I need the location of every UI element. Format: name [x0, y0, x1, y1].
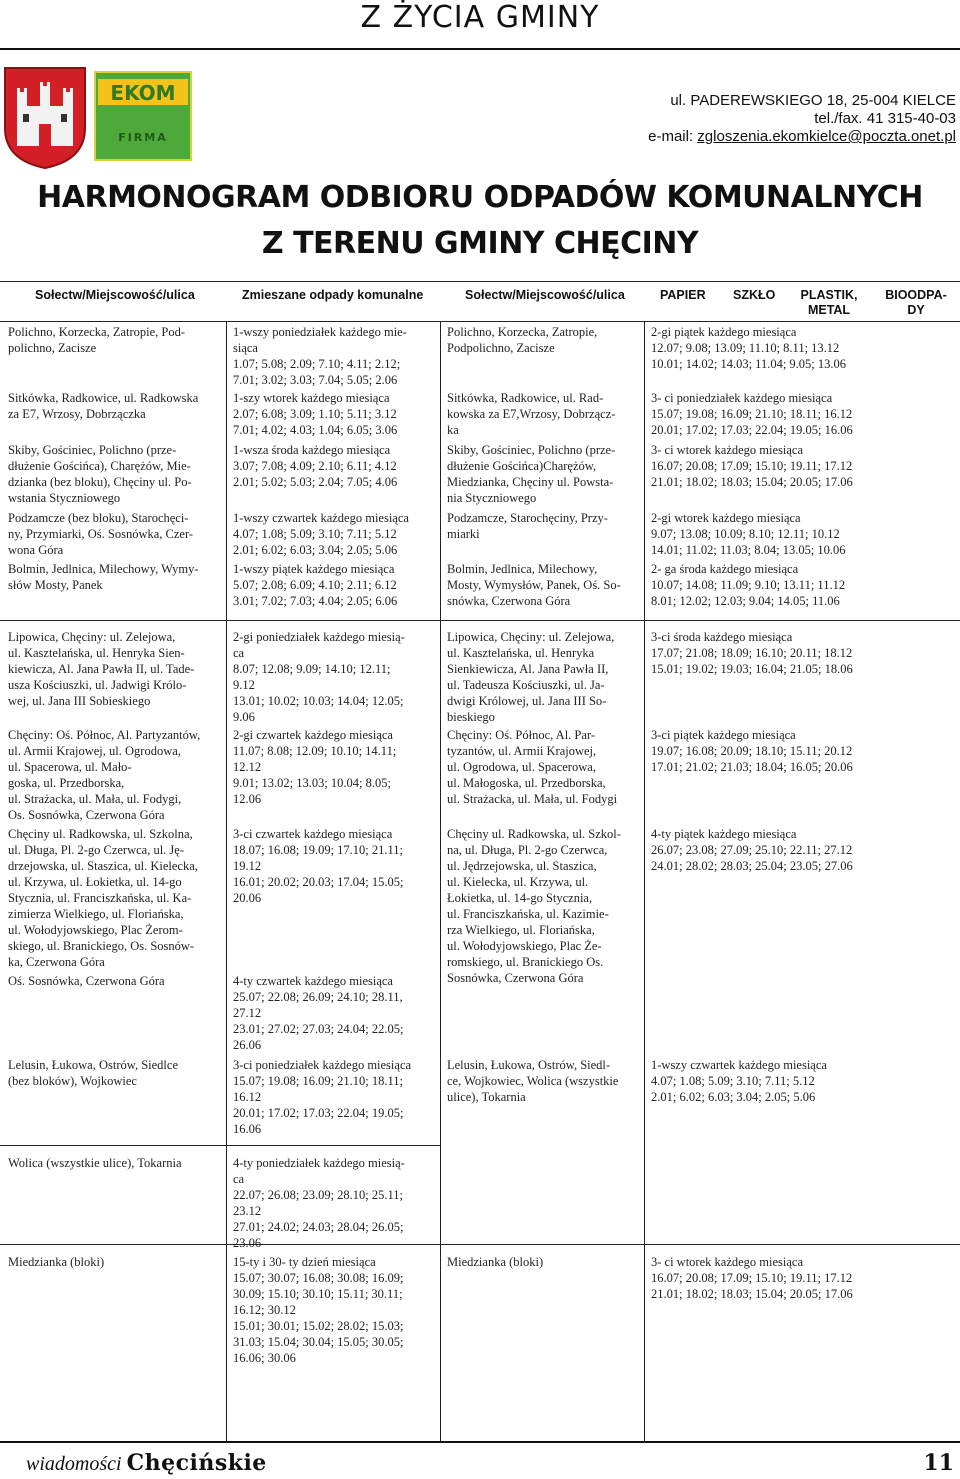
- line: ul. Strażacka, ul. Mała, ul. Fodygi: [447, 792, 618, 806]
- line: 26.07; 23.08; 27.09; 25.10; 22.11; 27.12: [651, 843, 853, 857]
- line: ul. Krzywa, ul. Łokietka, ul. 14-go: [8, 875, 182, 889]
- line: 17.07; 21.08; 18.09; 16.10; 20.11; 18.12: [651, 646, 853, 660]
- line: 3-ci poniedziałek każdego miesiąca: [233, 1058, 412, 1072]
- line: Lipowica, Chęciny: ul. Zelejowa,: [447, 630, 615, 644]
- mixed-cell-lelusin: [233, 1057, 438, 1137]
- line: 10.01; 14.02; 14.03; 11.04; 9.05; 13.06: [651, 357, 847, 371]
- mixed-cell-lipowica: [233, 629, 438, 725]
- line: 18.07; 16.08; 19.09; 17.10; 21.11;: [233, 843, 404, 857]
- line: 23.06: [233, 1236, 262, 1250]
- line: dzianka (bez bloku), Chęciny ul. Po-: [8, 475, 192, 489]
- place-cell-skiby: [8, 442, 220, 506]
- line: kowska za E7,Wrzosy, Dobrzącz-: [447, 407, 616, 421]
- line: 7.01; 3.02; 3.03; 7.04; 5.05; 2.06: [233, 373, 398, 387]
- recycling-cell-checiny-radkowska: [651, 826, 956, 874]
- mixed-cell-checiny-radkowska: [233, 826, 438, 906]
- header-mixed-waste: Zmieszane odpady komunalne: [242, 288, 424, 302]
- line: ul. Wołodyjowskiego, Plac Żerom-: [8, 923, 183, 937]
- line: 3-ci czwartek każdego miesiąca: [233, 827, 393, 841]
- recycling-cell-sitkowka: [651, 390, 956, 438]
- line: 2.01; 6.02; 6.03; 3.04; 2.05; 5.06: [233, 543, 398, 557]
- col-divider-3: [644, 321, 645, 1441]
- page-number: 11: [923, 1450, 954, 1476]
- line: Łokietka, ul. 14-go Stycznia,: [447, 891, 593, 905]
- line: 4.07; 1.08; 5.09; 3.10; 7.11; 5.12: [651, 1074, 815, 1088]
- line: 21.01; 18.02; 18.03; 15.04; 20.05; 17.06: [651, 1287, 853, 1301]
- line: Lipowica, Chęciny: ul. Zelejowa,: [8, 630, 176, 644]
- recycling-cell-lipowica: [651, 629, 956, 677]
- place-cell-right-sitkowka: [447, 390, 639, 438]
- line: 4-ty poniedziałek każdego miesią-: [233, 1156, 405, 1170]
- line: 27.01; 24.02; 24.03; 28.04; 26.05;: [233, 1220, 404, 1234]
- line: 15.07; 30.07; 16.08; 30.08; 16.09;: [233, 1271, 404, 1285]
- line: 8.01; 12.02; 12.03; 9.04; 14.05; 11.06: [651, 594, 840, 608]
- line: Podzamcze, Starochęciny, Przy-: [447, 511, 608, 525]
- line: siąca: [233, 341, 258, 355]
- line: zimierza Wielkiego, ul. Floriańska,: [8, 907, 184, 921]
- line: 22.07; 26.08; 23.09; 28.10; 25.11;: [233, 1188, 404, 1202]
- line: tyzantów, ul. Armii Krajowej,: [447, 744, 597, 758]
- place-cell-right-polichno: [447, 324, 639, 356]
- publication-name: [26, 1450, 267, 1476]
- footer-rule: [0, 1441, 960, 1443]
- line: ul. Armii Krajowej, ul. Ogrodowa,: [8, 744, 181, 758]
- line: słów Mosty, Panek: [8, 578, 103, 592]
- line: 5.07; 2.08; 6.09; 4.10; 2.11; 6.12: [233, 578, 397, 592]
- line: Chęciny: Oś. Północ, Al. Partyzantów,: [8, 728, 201, 742]
- line: ca: [233, 646, 245, 660]
- line: wstania Styczniowego: [8, 491, 121, 505]
- mixed-cell-podzamcze: [233, 510, 438, 558]
- line: ce, Wojkowiec, Wolica (wszystkie: [447, 1074, 619, 1088]
- publication-name-town: Chęcińskie: [126, 1450, 267, 1476]
- line: 17.01; 21.02; 21.03; 18.04; 16.05; 20.06: [651, 760, 853, 774]
- line: 15.01; 30.01; 15.02; 28.02; 15.03;: [233, 1319, 404, 1333]
- header-paper: PAPIER: [660, 288, 706, 302]
- place-cell-right-lelusin: [447, 1057, 639, 1105]
- line: ka: [447, 423, 459, 437]
- line: 9.06: [233, 710, 255, 724]
- line: 13.01; 10.02; 10.03; 14.04; 12.05;: [233, 694, 404, 708]
- place-cell-wolica: [8, 1155, 220, 1171]
- place-cell-lelusin: [8, 1057, 220, 1089]
- line: polichno, Zacisze: [8, 341, 97, 355]
- line: (bez bloków), Wojkowiec: [8, 1074, 137, 1088]
- line: 20.06: [233, 891, 262, 905]
- line: 15.01; 19.02; 19.03; 16.04; 21.05; 18.06: [651, 662, 853, 676]
- line: 16.12: [233, 1090, 262, 1104]
- contact-address: ul. PADEREWSKIEGO 18, 25-004 KIELCE: [670, 92, 956, 109]
- line: 16.07; 20.08; 17.09; 15.10; 19.11; 17.12: [651, 459, 853, 473]
- line: ny, Przymiarki, Oś. Sosnówka, Czer-: [8, 527, 194, 541]
- col-divider-1: [226, 321, 227, 1441]
- line: Chęciny ul. Radkowska, ul. Szkolna,: [8, 827, 193, 841]
- line: ul. Wołodyjowskiego, Plac Że-: [447, 939, 602, 953]
- line: 16.06; 30.06: [233, 1351, 296, 1365]
- place-cell-osiedle-sosnowka: [8, 973, 220, 989]
- place-cell-checiny-polnoc: [8, 727, 220, 823]
- row-rule-miedzianka: [0, 1244, 960, 1245]
- header-right-place: Sołectw/Miejscowość/ulica: [465, 288, 625, 302]
- line: drzejowska, ul. Staszica, ul. Kielecka,: [8, 859, 198, 873]
- line: 15-ty i 30- ty dzień miesiąca: [233, 1255, 376, 1269]
- line: 31.03; 15.04; 30.04; 15.05; 30.05;: [233, 1335, 404, 1349]
- place-cell-sitkowka: [8, 390, 220, 422]
- recycling-cell-podzamcze: [651, 510, 956, 558]
- table-top-rule: [0, 281, 960, 282]
- place-cell-right-podzamcze: [447, 510, 639, 542]
- line: 2.01; 5.02; 5.03; 2.04; 7.05; 4.06: [233, 475, 398, 489]
- line: Sienkiewicza, Al. Jana Pawła II,: [447, 662, 609, 676]
- line: 1-wszy czwartek każdego miesiąca: [233, 511, 409, 525]
- mixed-cell-skiby: [233, 442, 438, 490]
- row-rule-lelusin: [0, 1145, 440, 1146]
- header-plastic-line2: METAL: [807, 303, 851, 317]
- line: Miedzianka, Chęciny ul. Powsta-: [447, 475, 614, 489]
- place-cell-podzamcze: [8, 510, 220, 558]
- line: goska, ul. Przedborska,: [8, 776, 125, 790]
- line: Skiby, Gościniec, Polichno (prze-: [447, 443, 616, 457]
- ekom-logo: [94, 71, 192, 161]
- line: dwigi Królowej, ul. Jana III So-: [447, 694, 607, 708]
- line: Lelusin, Łukowa, Ostrów, Siedl-: [447, 1058, 611, 1072]
- line: Chęciny ul. Radkowska, ul. Szkol-: [447, 827, 621, 841]
- line: 15.07; 19.08; 16.09; 21.10; 18.11; 16.12: [651, 407, 853, 421]
- line: Oś. Sosnówka, Czerwona Góra: [8, 974, 165, 988]
- line: 1-wszy poniedziałek każdego mie-: [233, 325, 407, 339]
- line: 9.12: [233, 678, 255, 692]
- line: 3- ci wtorek każdego miesiąca: [651, 443, 804, 457]
- recycling-cell-skiby: [651, 442, 956, 490]
- line: ca: [233, 1172, 245, 1186]
- line: Wolica (wszystkie ulice), Tokarnia: [8, 1156, 182, 1170]
- line: kiewicza, Al. Jana Pawła II, ul. Tade-: [8, 662, 195, 676]
- line: 3- ci poniedziałek każdego miesiąca: [651, 391, 833, 405]
- line: 23.12: [233, 1204, 262, 1218]
- line: 2-gi czwartek każdego miesiąca: [233, 728, 393, 742]
- line: 16.01; 20.02; 20.03; 17.04; 15.05;: [233, 875, 404, 889]
- header-glass: SZKŁO: [733, 288, 776, 302]
- line: 2.01; 6.02; 6.03; 3.04; 2.05; 5.06: [651, 1090, 816, 1104]
- line: ul. Jędrzejowska, ul. Staszica,: [447, 859, 597, 873]
- section-rule: [0, 620, 960, 621]
- line: 3.07; 7.08; 4.09; 2.10; 6.11; 4.12: [233, 459, 397, 473]
- line: Miedzianka (bloki): [447, 1255, 544, 1269]
- line: 1-wsza środa każdego miesiąca: [233, 443, 391, 457]
- line: nia Styczniowego: [447, 491, 537, 505]
- line: usza Kościuszki, ul. Jadwigi Królo-: [8, 678, 187, 692]
- header-plastic-line1: PLASTIK,: [800, 288, 858, 302]
- header-left-place: Sołectw/Miejscowość/ulica: [35, 288, 195, 302]
- line: Podpolichno, Zacisze: [447, 341, 555, 355]
- line: 16.06: [233, 1122, 262, 1136]
- line: ul. Tadeusza Kościuszki, ul. Ja-: [447, 678, 605, 692]
- ekom-logo-subtext: FIRMA: [118, 131, 168, 144]
- contact-email-prefix: e-mail:: [648, 128, 698, 145]
- col-divider-2: [440, 321, 441, 1441]
- crest-logo: [3, 66, 87, 170]
- main-title-line2: Z TERENU GMINY CHĘCINY: [261, 226, 699, 261]
- line: Bolmin, Jedlnica, Milechowy,: [447, 562, 598, 576]
- line: 10.07; 14.08; 11.09; 9.10; 13.11; 11.12: [651, 578, 846, 592]
- line: wej, ul. Jana III Sobieskiego: [8, 694, 151, 708]
- line: Chęciny: Oś. Północ, Al. Par-: [447, 728, 596, 742]
- mixed-cell-bolmin: [233, 561, 438, 609]
- line: 19.12: [233, 859, 262, 873]
- line: Polichno, Korzecka, Zatropie,: [447, 325, 598, 339]
- place-cell-miedzianka: [8, 1254, 220, 1270]
- header-bio-line1: BIOODPA-: [885, 288, 947, 302]
- publication-name-italic: wiadomości: [26, 1453, 122, 1475]
- recycling-cell-miedzianka: [651, 1254, 956, 1302]
- mixed-cell-osiedle-sosnowka: [233, 973, 438, 1053]
- line: 11.07; 8.08; 12.09; 10.10; 14.11;: [233, 744, 397, 758]
- line: 1-szy wtorek każdego miesiąca: [233, 391, 390, 405]
- line: 2-gi poniedziałek każdego miesią-: [233, 630, 405, 644]
- place-cell-right-miedzianka: [447, 1254, 639, 1270]
- line: 15.07; 19.08; 16.09; 21.10; 18.11;: [233, 1074, 404, 1088]
- line: 2-gi piątek każdego miesiąca: [651, 325, 797, 339]
- main-title-line1: HARMONOGRAM ODBIORU ODPADÓW KOMUNALNYCH: [37, 180, 923, 215]
- line: Stycznia, ul. Franciszkańska, ul. Ka-: [8, 891, 192, 905]
- header-plastic: [798, 288, 860, 318]
- line: rza Wielkiego, ul. Floriańska,: [447, 923, 595, 937]
- line: 20.01; 17.02; 17.03; 22.04; 19.05; 16.06: [651, 423, 853, 437]
- place-cell-right-bolmin: [447, 561, 639, 609]
- line: ul. Kielecka, ul. Krzywa, ul.: [447, 875, 589, 889]
- line: 14.01; 11.02; 11.03; 8.04; 13.05; 10.06: [651, 543, 846, 557]
- line: 12.12: [233, 760, 262, 774]
- line: 30.09; 15.10; 30.10; 15.11; 30.11;: [233, 1287, 403, 1301]
- line: 1-wszy czwartek każdego miesiąca: [651, 1058, 827, 1072]
- line: 16.07; 20.08; 17.09; 15.10; 19.11; 17.12: [651, 1271, 853, 1285]
- section-title: Z ŻYCIA GMINY: [360, 0, 600, 35]
- line: 3-ci środa każdego miesiąca: [651, 630, 793, 644]
- line: Podzamcze (bez bloku), Starochęci-: [8, 511, 189, 525]
- line: 4.07; 1.08; 5.09; 3.10; 7.11; 5.12: [233, 527, 397, 541]
- recycling-cell-checiny-polnoc: [651, 727, 956, 775]
- line: ul. Kasztelańska, ul. Henryka: [447, 646, 595, 660]
- line: 3- ci wtorek każdego miesiąca: [651, 1255, 804, 1269]
- line: 12.07; 9.08; 13.09; 11.10; 8.11; 13.12: [651, 341, 840, 355]
- place-cell-right-skiby: [447, 442, 639, 506]
- line: 9.07; 13.08; 10.09; 8.10; 12.11; 10.12: [651, 527, 840, 541]
- title-rule: [0, 48, 960, 50]
- mixed-cell-wolica: [233, 1155, 438, 1251]
- mixed-cell-polichno: [233, 324, 438, 388]
- line: 1.07; 5.08; 2.09; 7.10; 4.11; 2.12;: [233, 357, 401, 371]
- line: miarki: [447, 527, 480, 541]
- table-header-rule: [0, 321, 960, 322]
- line: snówka, Czerwona Góra: [447, 594, 571, 608]
- header-bio: [880, 288, 952, 318]
- contact-phone: tel./fax. 41 315-40-03: [814, 110, 956, 127]
- line: Lelusin, Łukowa, Ostrów, Siedlce: [8, 1058, 178, 1072]
- line: 9.01; 13.02; 13.03; 10.04; 8.05;: [233, 776, 391, 790]
- recycling-cell-polichno: [651, 324, 956, 372]
- line: 25.07; 22.08; 26.09; 24.10; 28.11,: [233, 990, 403, 1004]
- place-cell-lipowica: [8, 629, 220, 709]
- place-cell-right-lipowica: [447, 629, 639, 725]
- recycling-cell-lelusin: [651, 1057, 956, 1105]
- line: dłużenie Gościńca), Charężów, Mie-: [8, 459, 191, 473]
- ekom-logo-text: EKOM: [110, 81, 176, 105]
- line: za E7, Wrzosy, Dobrzączka: [8, 407, 146, 421]
- line: 7.01; 4.02; 4.03; 1.04; 6.05; 3.06: [233, 423, 398, 437]
- recycling-cell-bolmin: [651, 561, 956, 609]
- line: 20.01; 17.02; 17.03; 22.04; 19.05;: [233, 1106, 404, 1120]
- place-cell-right-checiny-radkowska: [447, 826, 639, 986]
- line: 4-ty piątek każdego miesiąca: [651, 827, 797, 841]
- contact-email-link[interactable]: zgloszenia.ekomkielce@poczta.onet.pl: [697, 128, 956, 145]
- line: 24.01; 28.02; 28.03; 25.04; 23.05; 27.06: [651, 859, 853, 873]
- line: 16.12; 30.12: [233, 1303, 296, 1317]
- line: ul. Ogrodowa, ul. Spacerowa,: [447, 760, 596, 774]
- line: Polichno, Korzecka, Zatropie, Pod-: [8, 325, 186, 339]
- line: ka, Czerwona Góra: [8, 955, 105, 969]
- line: ul. Franciszkańska, ul. Kazimie-: [447, 907, 609, 921]
- line: ul. Kasztelańska, ul. Henryka Sien-: [8, 646, 185, 660]
- mixed-cell-miedzianka: [233, 1254, 438, 1366]
- place-cell-right-checiny-polnoc: [447, 727, 639, 807]
- line: 4-ty czwartek każdego miesiąca: [233, 974, 393, 988]
- line: wona Góra: [8, 543, 64, 557]
- line: na, ul. Długa, Pl. 2-go Czerwca,: [447, 843, 608, 857]
- line: Miedzianka (bloki): [8, 1255, 105, 1269]
- contact-block: [648, 92, 956, 146]
- line: bieskiego: [447, 710, 495, 724]
- line: 2-gi wtorek każdego miesiąca: [651, 511, 801, 525]
- line: Sitkówka, Radkowice, ul. Radkowska: [8, 391, 199, 405]
- line: romskiego, ul. Branickiego Os.: [447, 955, 604, 969]
- line: Mosty, Wymysłów, Panek, Oś. So-: [447, 578, 621, 592]
- line: 1-wszy piątek każdego miesiąca: [233, 562, 395, 576]
- line: Bolmin, Jedlnica, Milechowy, Wymy-: [8, 562, 199, 576]
- line: Sosnówka, Czerwona Góra: [447, 971, 584, 985]
- line: 12.06: [233, 792, 262, 806]
- line: 2.07; 6.08; 3.09; 1.10; 5.11; 3.12: [233, 407, 397, 421]
- line: Sitkówka, Radkowice, ul. Rad-: [447, 391, 604, 405]
- line: ulice), Tokarnia: [447, 1090, 526, 1104]
- line: 8.07; 12.08; 9.09; 14.10; 12.11;: [233, 662, 391, 676]
- line: Skiby, Gościniec, Polichno (prze-: [8, 443, 177, 457]
- place-cell-polichno: [8, 324, 220, 356]
- line: Os. Sosnówka, Czerwona Góra: [8, 808, 165, 822]
- contact-email-line: [648, 128, 956, 146]
- place-cell-bolmin: [8, 561, 220, 593]
- line: 27.12: [233, 1006, 262, 1020]
- line: 21.01; 18.02; 18.03; 15.04; 20.05; 17.06: [651, 475, 853, 489]
- line: 19.07; 16.08; 20.09; 18.10; 15.11; 20.12: [651, 744, 853, 758]
- mixed-cell-sitkowka: [233, 390, 438, 438]
- line: 3-ci piątek każdego miesiąca: [651, 728, 796, 742]
- line: ul. Spacerowa, ul. Mało-: [8, 760, 132, 774]
- place-cell-checiny-radkowska: [8, 826, 220, 970]
- line: 26.06: [233, 1038, 262, 1052]
- line: ul. Strażacka, ul. Mała, ul. Fodygi,: [8, 792, 182, 806]
- line: 3.01; 7.02; 7.03; 4.04; 2.05; 6.06: [233, 594, 398, 608]
- line: ul. Małogoska, ul. Przedborska,: [447, 776, 606, 790]
- line: skiego, ul. Branickiego, Os. Sosnów-: [8, 939, 195, 953]
- mixed-cell-checiny-polnoc: [233, 727, 438, 807]
- line: dłużenie Gościńca)Charężów,: [447, 459, 597, 473]
- line: 2- ga środa każdego miesiąca: [651, 562, 799, 576]
- header-bio-line2: DY: [907, 303, 925, 317]
- line: ul. Długa, Pl. 2-go Czerwca, ul. Ję-: [8, 843, 185, 857]
- line: 23.01; 27.02; 27.03; 24.04; 22.05;: [233, 1022, 404, 1036]
